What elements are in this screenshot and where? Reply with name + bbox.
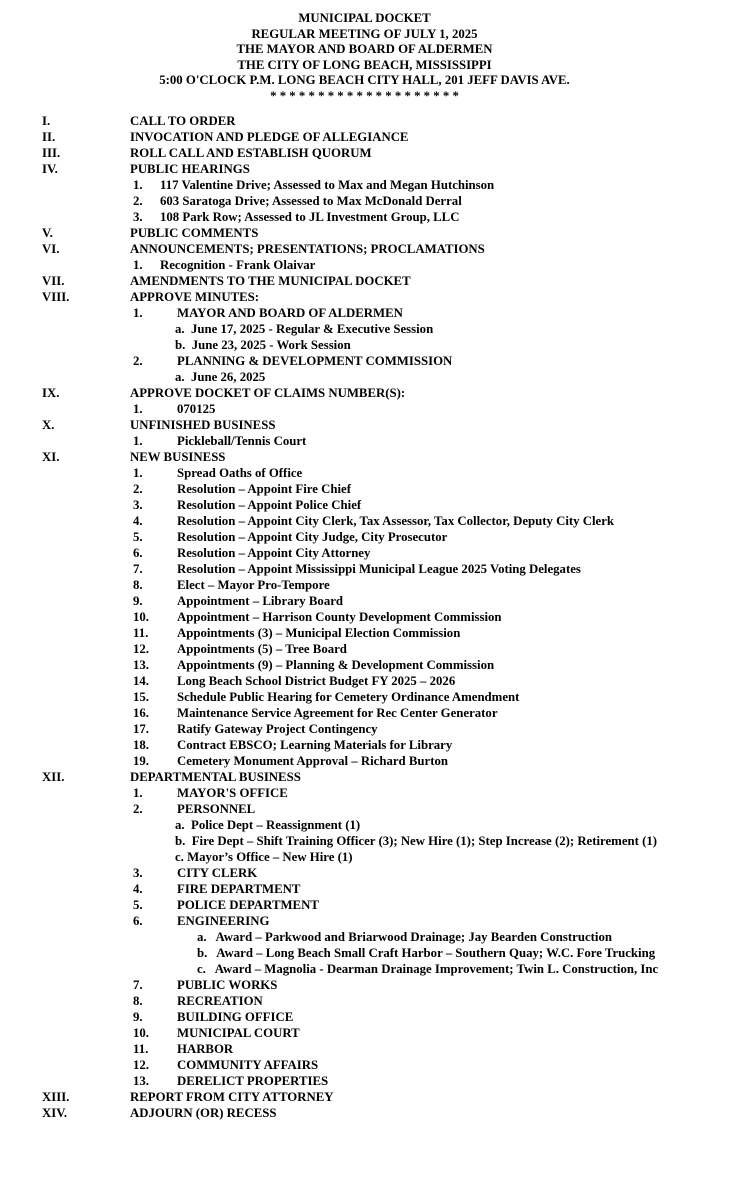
agenda-item bbox=[0, 737, 729, 753]
item-text: Resolution – Appoint City Clerk, Tax Assessor, Tax Collector, Deputy City Clerk bbox=[177, 513, 615, 528]
agenda-subitem: c. Mayor’s Office – New Hire (1) bbox=[175, 849, 353, 864]
agenda-section-row bbox=[0, 113, 729, 129]
item-number: 9. bbox=[133, 593, 143, 608]
agenda-item bbox=[0, 209, 729, 225]
agenda-item bbox=[0, 545, 729, 561]
item-text: HARBOR bbox=[177, 1041, 234, 1056]
agenda-item bbox=[0, 1009, 729, 1025]
item-text: Appointment – Library Board bbox=[177, 593, 344, 608]
agenda-item bbox=[0, 465, 729, 481]
item-text: Cemetery Monument Approval – Richard Burton bbox=[177, 753, 448, 768]
agenda-section-row bbox=[0, 385, 729, 401]
item-number: 1. bbox=[133, 177, 143, 192]
item-number: 6. bbox=[133, 913, 143, 928]
section-numeral: XIV. bbox=[42, 1105, 68, 1120]
agenda-item bbox=[0, 561, 729, 577]
item-text: Resolution – Appoint Mississippi Municipal League 2025 Voting Delegates bbox=[177, 561, 581, 576]
docket-header bbox=[0, 0, 729, 105]
item-text: 070125 bbox=[177, 401, 216, 416]
section-numeral: VI. bbox=[42, 241, 60, 256]
item-number: 8. bbox=[133, 577, 143, 592]
section-numeral: VII. bbox=[42, 273, 65, 288]
agenda-item bbox=[0, 881, 729, 897]
meeting-date-line: REGULAR MEETING OF JULY 1, 2025 bbox=[251, 26, 478, 41]
item-number: 3. bbox=[133, 497, 143, 512]
item-number: 18. bbox=[133, 737, 149, 752]
item-text: Resolution – Appoint City Judge, City Prosecutor bbox=[177, 529, 448, 544]
section-title: INVOCATION AND PLEDGE OF ALLEGIANCE bbox=[130, 129, 409, 144]
agenda-item bbox=[0, 1073, 729, 1089]
agenda-section-row bbox=[0, 417, 729, 433]
agenda-item bbox=[0, 1057, 729, 1073]
item-number: 5. bbox=[133, 897, 143, 912]
item-number: 1. bbox=[133, 785, 143, 800]
agenda-item bbox=[0, 481, 729, 497]
section-numeral: V. bbox=[42, 225, 53, 240]
item-number: 3. bbox=[133, 209, 143, 224]
item-number: 14. bbox=[133, 673, 149, 688]
time-location-line: 5:00 O'CLOCK P.M. LONG BEACH CITY HALL, 201 JEFF DAVIS AVE. bbox=[159, 73, 570, 88]
item-text: Resolution – Appoint City Attorney bbox=[177, 545, 371, 560]
city-line: THE CITY OF LONG BEACH, MISSISSIPPI bbox=[237, 57, 492, 72]
agenda-item bbox=[0, 401, 729, 417]
section-title: REPORT FROM CITY ATTORNEY bbox=[130, 1089, 334, 1104]
item-text: DERELICT PROPERTIES bbox=[177, 1073, 329, 1088]
agenda-item bbox=[0, 1025, 729, 1041]
agenda-item bbox=[0, 657, 729, 673]
item-number: 13. bbox=[133, 657, 149, 672]
agenda-item bbox=[0, 705, 729, 721]
item-number: 16. bbox=[133, 705, 149, 720]
item-number: 1. bbox=[133, 465, 143, 480]
item-text: MAYOR'S OFFICE bbox=[177, 785, 288, 800]
body-name-line: THE MAYOR AND BOARD OF ALDERMEN bbox=[236, 42, 493, 57]
item-number: 1. bbox=[133, 401, 143, 416]
agenda-section-row bbox=[0, 449, 729, 465]
section-title: DEPARTMENTAL BUSINESS bbox=[130, 769, 301, 784]
section-numeral: X. bbox=[42, 417, 55, 432]
item-text: Appointments (3) – Municipal Election Commission bbox=[177, 625, 461, 640]
agenda-section-row bbox=[0, 769, 729, 785]
item-text: RECREATION bbox=[177, 993, 263, 1008]
item-number: 10. bbox=[133, 609, 149, 624]
agenda-item bbox=[0, 801, 729, 817]
section-title: PUBLIC HEARINGS bbox=[130, 161, 250, 176]
item-text: Pickleball/Tennis Court bbox=[177, 433, 307, 448]
agenda-item bbox=[0, 753, 729, 769]
agenda-subitem: a. Award – Parkwood and Briarwood Drainage; Jay Bearden Construction bbox=[197, 929, 612, 944]
agenda-subitem: a. Police Dept – Reassignment (1) bbox=[175, 817, 361, 832]
agenda-item bbox=[0, 721, 729, 737]
item-number: 3. bbox=[133, 865, 143, 880]
item-number: 2. bbox=[133, 353, 143, 368]
section-title: ADJOURN (OR) RECESS bbox=[130, 1105, 277, 1120]
section-title: NEW BUSINESS bbox=[130, 449, 226, 464]
agenda-subitem: b. Award – Long Beach Small Craft Harbor – Southern Quay; W.C. Fore Trucking bbox=[197, 945, 656, 960]
agenda-item bbox=[0, 865, 729, 881]
agenda-subitem: b. June 23, 2025 - Work Session bbox=[175, 337, 351, 352]
section-numeral: XII. bbox=[42, 769, 65, 784]
item-text: FIRE DEPARTMENT bbox=[177, 881, 301, 896]
agenda-item bbox=[0, 305, 729, 321]
item-number: 1. bbox=[133, 305, 143, 320]
item-text: Resolution – Appoint Police Chief bbox=[177, 497, 362, 512]
agenda-item bbox=[0, 673, 729, 689]
section-numeral: III. bbox=[42, 145, 61, 160]
item-number: 8. bbox=[133, 993, 143, 1008]
agenda-subitem: a. June 26, 2025 bbox=[175, 369, 266, 384]
agenda-item bbox=[0, 897, 729, 913]
section-title: PUBLIC COMMENTS bbox=[130, 225, 259, 240]
item-number: 19. bbox=[133, 753, 149, 768]
item-text: Appointments (5) – Tree Board bbox=[177, 641, 347, 656]
item-number: 4. bbox=[133, 513, 143, 528]
agenda-item bbox=[0, 625, 729, 641]
item-text: Appointment – Harrison County Development Commission bbox=[177, 609, 502, 624]
agenda-item bbox=[0, 177, 729, 193]
agenda-section-row bbox=[0, 225, 729, 241]
section-title: APPROVE MINUTES: bbox=[130, 289, 260, 304]
item-text: 603 Saratoga Drive; Assessed to Max McDonald Derral bbox=[160, 193, 462, 208]
agenda-item bbox=[0, 1041, 729, 1057]
item-number: 5. bbox=[133, 529, 143, 544]
item-number: 13. bbox=[133, 1073, 149, 1088]
item-number: 11. bbox=[133, 1041, 149, 1056]
agenda-section-row bbox=[0, 1089, 729, 1105]
agenda-section-row bbox=[0, 241, 729, 257]
section-title: UNFINISHED BUSINESS bbox=[130, 417, 276, 432]
item-number: 12. bbox=[133, 641, 149, 656]
agenda-section-row bbox=[0, 1105, 729, 1121]
agenda-item bbox=[0, 593, 729, 609]
item-number: 10. bbox=[133, 1025, 149, 1040]
item-number: 11. bbox=[133, 625, 149, 640]
agenda-item bbox=[0, 193, 729, 209]
agenda-section-row bbox=[0, 161, 729, 177]
item-number: 7. bbox=[133, 977, 143, 992]
agenda-item bbox=[0, 433, 729, 449]
agenda bbox=[0, 113, 729, 1121]
item-number: 17. bbox=[133, 721, 149, 736]
section-numeral: VIII. bbox=[42, 289, 70, 304]
item-number: 2. bbox=[133, 801, 143, 816]
agenda-subitem: a. June 17, 2025 - Regular & Executive Session bbox=[175, 321, 434, 336]
item-text: Schedule Public Hearing for Cemetery Ordinance Amendment bbox=[177, 689, 520, 704]
item-text: ENGINEERING bbox=[177, 913, 270, 928]
section-title: ANNOUNCEMENTS; PRESENTATIONS; PROCLAMATIONS bbox=[130, 241, 485, 256]
agenda-subitem: c. Award – Magnolia - Dearman Drainage Improvement; Twin L. Construction, Inc bbox=[197, 961, 659, 976]
section-numeral: IX. bbox=[42, 385, 60, 400]
item-number: 6. bbox=[133, 545, 143, 560]
item-number: 9. bbox=[133, 1009, 143, 1024]
agenda-item bbox=[0, 497, 729, 513]
section-title: APPROVE DOCKET OF CLAIMS NUMBER(S): bbox=[130, 385, 406, 400]
item-text: Long Beach School District Budget FY 2025 – 2026 bbox=[177, 673, 456, 688]
item-number: 4. bbox=[133, 881, 143, 896]
agenda-item bbox=[0, 577, 729, 593]
agenda-section-row bbox=[0, 145, 729, 161]
item-text: BUILDING OFFICE bbox=[177, 1009, 294, 1024]
agenda-subitem: b. Fire Dept – Shift Training Officer (3); New Hire (1); Step Increase (2); Retirement (1) bbox=[175, 833, 658, 848]
item-text: MUNICIPAL COURT bbox=[177, 1025, 300, 1040]
item-text: Appointments (9) – Planning & Development Commission bbox=[177, 657, 495, 672]
item-text: Spread Oaths of Office bbox=[177, 465, 303, 480]
agenda-item bbox=[0, 977, 729, 993]
agenda-item bbox=[0, 689, 729, 705]
agenda-section-row bbox=[0, 129, 729, 145]
agenda-item bbox=[0, 609, 729, 625]
item-number: 2. bbox=[133, 193, 143, 208]
item-text: COMMUNITY AFFAIRS bbox=[177, 1057, 319, 1072]
item-number: 12. bbox=[133, 1057, 149, 1072]
section-numeral: II. bbox=[42, 129, 56, 144]
item-text: CITY CLERK bbox=[177, 865, 258, 880]
section-numeral: IV. bbox=[42, 161, 58, 176]
section-title: CALL TO ORDER bbox=[130, 113, 236, 128]
item-text: Ratify Gateway Project Contingency bbox=[177, 721, 378, 736]
agenda-section-row bbox=[0, 289, 729, 305]
item-text: Resolution – Appoint Fire Chief bbox=[177, 481, 351, 496]
stars-divider: * * * * * * * * * * * * * * * * * * * * bbox=[270, 88, 459, 103]
agenda-item bbox=[0, 913, 729, 929]
section-title: AMENDMENTS TO THE MUNICIPAL DOCKET bbox=[130, 273, 411, 288]
section-numeral: XIII. bbox=[42, 1089, 70, 1104]
item-text: Maintenance Service Agreement for Rec Center Generator bbox=[177, 705, 498, 720]
agenda-item bbox=[0, 785, 729, 801]
item-number: 7. bbox=[133, 561, 143, 576]
agenda-item bbox=[0, 353, 729, 369]
section-title: ROLL CALL AND ESTABLISH QUORUM bbox=[130, 145, 372, 160]
item-text: MAYOR AND BOARD OF ALDERMEN bbox=[177, 305, 403, 320]
agenda-item bbox=[0, 257, 729, 273]
agenda-item bbox=[0, 529, 729, 545]
agenda-section-row bbox=[0, 273, 729, 289]
item-text: Recognition - Frank Olaivar bbox=[160, 257, 316, 272]
item-text: Elect – Mayor Pro-Tempore bbox=[177, 577, 330, 592]
doc-title: MUNICIPAL DOCKET bbox=[298, 11, 431, 25]
item-text: PUBLIC WORKS bbox=[177, 977, 278, 992]
item-number: 1. bbox=[133, 257, 143, 272]
item-text: POLICE DEPARTMENT bbox=[177, 897, 319, 912]
section-numeral: XI. bbox=[42, 449, 60, 464]
section-numeral: I. bbox=[42, 113, 51, 128]
item-number: 1. bbox=[133, 433, 143, 448]
item-text: Contract EBSCO; Learning Materials for Library bbox=[177, 737, 453, 752]
item-text: 108 Park Row; Assessed to JL Investment Group, LLC bbox=[160, 209, 460, 224]
item-text: PLANNING & DEVELOPMENT COMMISSION bbox=[177, 353, 453, 368]
item-number: 2. bbox=[133, 481, 143, 496]
agenda-item bbox=[0, 993, 729, 1009]
agenda-item bbox=[0, 641, 729, 657]
agenda-item bbox=[0, 513, 729, 529]
item-number: 15. bbox=[133, 689, 149, 704]
item-text: PERSONNEL bbox=[177, 801, 256, 816]
item-text: 117 Valentine Drive; Assessed to Max and Megan Hutchinson bbox=[160, 177, 495, 192]
